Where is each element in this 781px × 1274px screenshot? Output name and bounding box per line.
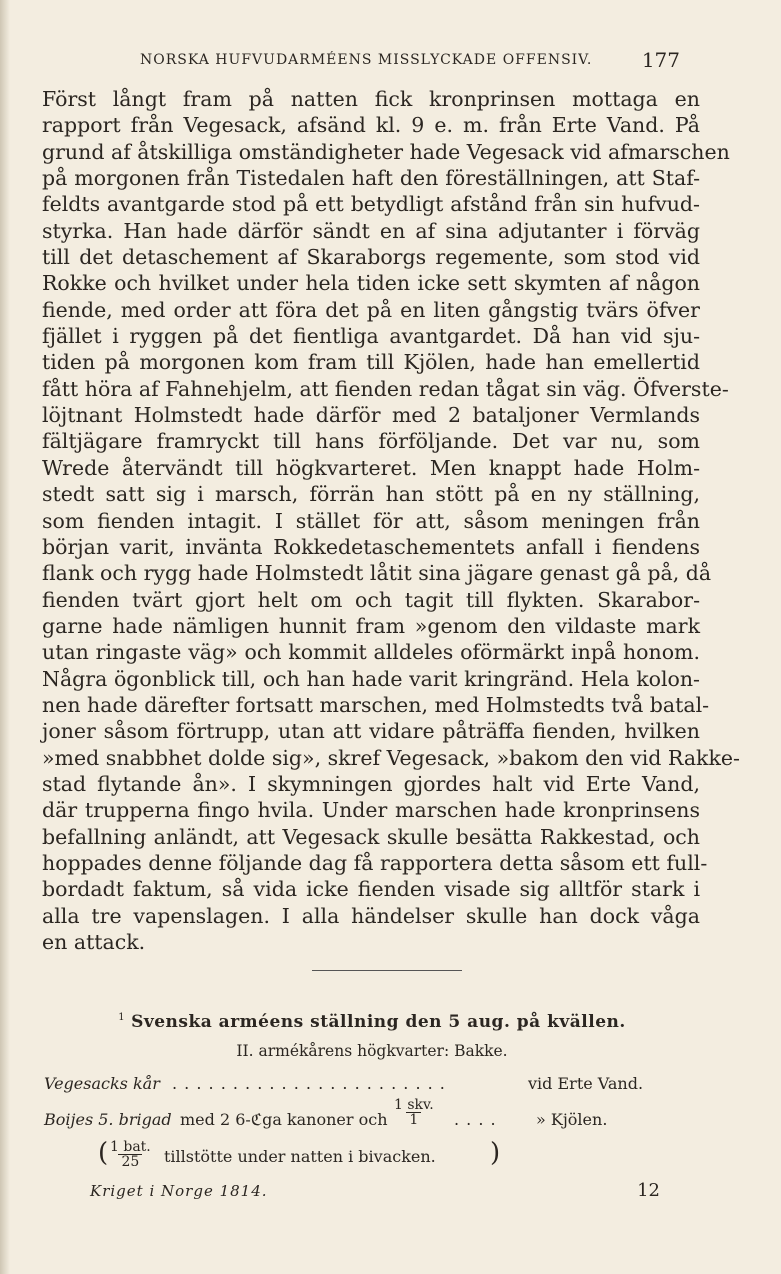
text-line: Några ögonblick till, och han hade varit kringränd. Hela kolon-	[42, 666, 700, 691]
text-line: feldts avantgarde stod på ett betydligt afstånd från sin hufvud-	[42, 192, 700, 217]
text-line: Rokke och hvilket under hela tiden icke sett skymten af någon	[42, 271, 700, 296]
text-line: fått höra af Fahnehjelm, att fienden redan tågat sin väg. Öfverste-	[42, 376, 729, 401]
text-line: Wrede återvändt till högkvarteret. Men knappt hade Holm-	[42, 455, 700, 480]
text-line: löjtnant Holmstedt hade därför med 2 bataljoner Vermlands	[42, 403, 700, 428]
row-destination: vid Erte Vand.	[528, 1074, 644, 1093]
signature-mark: 12	[637, 1180, 660, 1201]
footnote-heading: $^1$ Svenska arméens ställning den 5 aug. på kvällen.	[118, 1012, 626, 1032]
text-line: tiden på morgonen kom fram till Kjölen, hade han emellertid	[42, 350, 700, 375]
text-line: styrka. Han hade därför sändt en af sina adjutanter i förväg	[42, 218, 700, 243]
text-line: flank och rygg hade Holmstedt låtit sina jägare genast gå på, då	[42, 561, 712, 586]
text-line: joner såsom förtrupp, utan att vidare påträffa fienden, hvilken	[42, 719, 700, 744]
row-destination: » Kjölen.	[536, 1110, 608, 1129]
dot-leader: . . . . . . . . . . . . . . . . . . . . . . .	[172, 1074, 446, 1093]
row-text: tillstötte under natten i bivacken.	[164, 1147, 436, 1166]
fraction	[394, 1098, 434, 1127]
text-line: där trupperna fingo hvila. Under marschen hade kronprinsens	[42, 798, 700, 823]
text-line: Först långt fram på natten fick kronprinsen mottaga en	[42, 87, 700, 111]
footnote-row-vegesack	[44, 1074, 700, 1102]
text-line: stad flytande ån». I skymningen gjordes halt vid Erte Vand,	[42, 771, 700, 796]
text-line: till det detaschement af Skaraborgs regemente, som stod vid	[42, 245, 700, 270]
row-text: med 2 6-ℭga kanoner och	[180, 1110, 388, 1129]
page-number: 177	[641, 48, 680, 72]
footnote	[44, 1012, 700, 1176]
row-label: Vegesacks kår	[44, 1074, 160, 1093]
text-line: befallning anländt, att Vegesack skulle besätta Rakkestad, och	[42, 824, 700, 849]
source-title: Kriget i Norge 1814.	[90, 1182, 268, 1200]
text-line: bordadt faktum, så vida icke fienden visade sig alltför stark i	[42, 877, 700, 902]
fraction-numerator: 1 bat.	[110, 1139, 151, 1155]
text-line: som fienden intagit. I stället för att, såsom meningen från	[42, 508, 700, 533]
fraction-denominator: 1	[406, 1112, 421, 1127]
text-line: alla tre vapenslagen. I alla händelser skulle han dock våga	[42, 903, 700, 928]
close-brace: )	[490, 1138, 501, 1168]
fraction-numerator: 1 skv.	[394, 1097, 434, 1113]
page-edge-shadow	[0, 0, 10, 1274]
footnote-subheading: II. armékårens högkvarter: Bakke.	[236, 1042, 508, 1060]
running-title: NORSKA HUFVUDARMÉENS MISSLYCKADE OFFENSIV.	[140, 52, 593, 68]
footnote-separator	[312, 970, 462, 971]
text-line: fiende, med order att föra det på en liten gångstig tvärs öfver	[42, 297, 700, 322]
text-line: hoppades denne följande dag få rapportera detta såsom ett full-	[42, 850, 708, 875]
text-line: »med snabbhet dolde sig», skref Vegesack, »bakom den vid Rakke-	[42, 745, 740, 770]
running-header	[140, 48, 680, 72]
text-line: nen hade därefter fortsatt marschen, med Holmstedts två batal-	[42, 692, 710, 717]
text-line: utan ringaste väg» och kommit alldeles oförmärkt inpå honom.	[42, 640, 700, 665]
text-line: fältjägare framryckt till hans förföljande. Det var nu, som	[42, 429, 700, 454]
row-label: Boijes 5. brigad	[44, 1110, 172, 1129]
footnote-marker: 1	[118, 1012, 126, 1024]
footnote-row-boije	[44, 1097, 700, 1134]
text-line: garne hade nämligen hunnit fram »genom den vildaste mark	[42, 613, 700, 638]
text-line: fjället i ryggen på det fientliga avantgardet. Då han vid sju-	[42, 324, 700, 349]
dot-leader: . . . .	[454, 1110, 497, 1129]
text-line: fienden tvärt gjort helt om och tagit till flykten. Skarabor-	[42, 587, 700, 612]
text-line: början varit, invänta Rokkedetaschementets anfall i fiendens	[42, 534, 700, 559]
open-brace: (	[98, 1138, 109, 1168]
footnote-row-battalion	[44, 1140, 700, 1176]
text-line: rapport från Vegesack, afsänd kl. 9 e. m. från Erte Vand. På	[42, 113, 700, 138]
body-text	[42, 86, 740, 955]
text-line: en attack.	[42, 930, 146, 954]
text-line: grund af åtskilliga omständigheter hade Vegesack vid afmarschen	[42, 139, 730, 164]
text-line: på morgonen från Tistedalen haft den föreställningen, att Staf-	[42, 166, 700, 191]
fraction-denominator: 25	[118, 1154, 142, 1169]
fraction	[110, 1140, 151, 1169]
page-footer	[90, 1180, 660, 1204]
text-line: stedt satt sig i marsch, förrän han stött på en ny ställning,	[42, 482, 700, 507]
